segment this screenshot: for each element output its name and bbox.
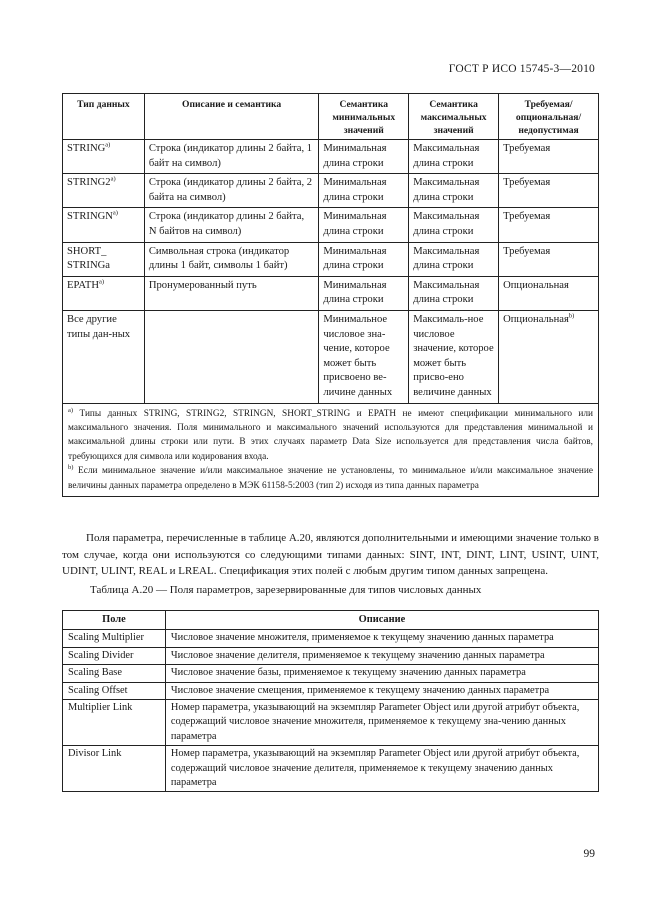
table-row <box>63 174 599 208</box>
data-type-cell: STRING2$^{a)}$ <box>63 174 145 208</box>
data-types-table <box>62 93 599 497</box>
field-description-cell: Числовое значение смещения, применяемое к текущему значению данных параметра <box>165 682 598 699</box>
note-marker: b) <box>68 464 74 472</box>
min-semantics-cell: Минимальная длина строки <box>319 242 409 276</box>
data-type-cell: Все другие типы дан-ных <box>63 310 145 403</box>
note-b <box>68 464 593 493</box>
table-header-row <box>63 611 599 630</box>
max-semantics-cell: Максимальная длина строки <box>409 140 499 174</box>
min-semantics-cell: Минимальная длина строки <box>319 140 409 174</box>
table-notes-row <box>63 403 599 496</box>
field-description-cell: Числовое значение делителя, применяемое к текущему значению данных параметра <box>165 647 598 664</box>
table-header-row <box>63 94 599 140</box>
column-header: Описание и семантика <box>144 94 318 140</box>
max-semantics-cell: Максимальная длина строки <box>409 242 499 276</box>
field-name-cell: Divisor Link <box>63 746 166 792</box>
field-description-cell: Числовое значение базы, применяемое к текущему значению данных параметра <box>165 665 598 682</box>
table-row <box>63 700 599 746</box>
document-code: ГОСТ Р ИСО 15745-3—2010 <box>448 63 595 75</box>
description-cell <box>144 310 318 403</box>
page-number: 99 <box>583 848 595 860</box>
table-row <box>63 208 599 242</box>
field-name-cell: Scaling Divider <box>63 647 166 664</box>
requirement-cell: Опциональная <box>499 276 599 310</box>
description-cell: Строка (индикатор длины 2 байта, N байтов на символ) <box>144 208 318 242</box>
field-description-cell: Номер параметра, указывающий на экземпляр Parameter Object или другой атрибут объекта, содержащий числовое значение делителя, применяемое к текущему значению данных параметра <box>165 746 598 792</box>
field-name-cell: Scaling Offset <box>63 682 166 699</box>
min-semantics-cell: Минимальное числовое зна-чение, которое может быть присвоено ве-личине данных <box>319 310 409 403</box>
table-row <box>63 665 599 682</box>
field-name-cell: Scaling Multiplier <box>63 630 166 647</box>
note-marker: a) <box>68 406 74 414</box>
footnote-ref: a) <box>112 209 118 217</box>
footnote-ref: a) <box>110 175 116 183</box>
column-header: Семантика максимальных значений <box>409 94 499 140</box>
footnote-ref: b) <box>568 312 575 320</box>
table-row <box>63 140 599 174</box>
field-name-cell: Multiplier Link <box>63 700 166 746</box>
field-description-cell: Номер параметра, указывающий на экземпляр Parameter Object или другой атрибут объекта, содержащий числовое значение множителя, применяемое к текущему зна-чению данных параметра <box>165 700 598 746</box>
description-cell: Строка (индикатор длины 2 байта, 1 байт на символ) <box>144 140 318 174</box>
table-row <box>63 630 599 647</box>
body-paragraph: Поля параметра, перечисленные в таблице A.20, являются дополнительными и имеющими значение только в том случае, когда они используются со следующими типами данных: SINT, INT, DINT, LINT, USINT, UINT, UDINT, ULINT, REAL и LREAL. Спецификация этих полей с любым другим типом данных запрещена. <box>62 532 599 577</box>
requirement-cell: Требуемая <box>499 174 599 208</box>
max-semantics-cell: Максималь-ное числовое значение, которое может быть присво-ено величине данных <box>409 310 499 403</box>
table-row <box>63 682 599 699</box>
description-cell: Символьная строка (индикатор длины 1 байт, символы 1 байт) <box>144 242 318 276</box>
table-row <box>63 310 599 403</box>
table-row <box>63 746 599 792</box>
note-text: Типы данных STRING, STRING2, STRINGN, SHORT_STRING и EPATH не имеют спецификации минимального или максимального значения. Поля минимального и максимального значений используются для представления минимальной и максимальной длины строки или пути. В этих случаях параметр Data Size используется для представления числа байтов, требующихся для символа или кодирования входа. <box>68 408 593 462</box>
requirement-cell: Требуемая <box>499 208 599 242</box>
max-semantics-cell: Максимальная длина строки <box>409 174 499 208</box>
description-cell: Строка (индикатор длины 2 байта, 2 байта на символ) <box>144 174 318 208</box>
data-type-cell: EPATH$^{a)}$ <box>63 276 145 310</box>
min-semantics-cell: Минимальная длина строки <box>319 276 409 310</box>
note-text: Если минимальное значение и/или максимальное значение не установлены, то минимальное и/или максимальное значение величины данных параметра определено в МЭК 61158-5:2003 (тип 2) исходя из типа данных параметра <box>68 466 593 491</box>
table-row <box>63 647 599 664</box>
requirement-cell: Требуемая <box>499 140 599 174</box>
column-header: Требуемая/ опциональная/ недопустимая <box>499 94 599 140</box>
column-header: Тип данных <box>63 94 145 140</box>
table-caption: Таблица A.20 — Поля параметров, зарезервированные для типов числовых данных <box>90 584 482 596</box>
min-semantics-cell: Минимальная длина строки <box>319 174 409 208</box>
numeric-fields-table <box>62 610 599 792</box>
requirement-cell: Требуемая <box>499 242 599 276</box>
table-row <box>63 242 599 276</box>
footnote-ref: a) <box>99 278 105 286</box>
requirement-cell: Опциональная$^{b)}$ <box>499 310 599 403</box>
field-description-cell: Числовое значение множителя, применяемое к текущему значению данных параметра <box>165 630 598 647</box>
footnote-ref: a) <box>105 141 111 149</box>
description-cell: Пронумерованный путь <box>144 276 318 310</box>
table-notes <box>63 403 599 496</box>
max-semantics-cell: Максимальная длина строки <box>409 276 499 310</box>
column-header: Семантика минимальных значений <box>319 94 409 140</box>
min-semantics-cell: Минимальная длина строки <box>319 208 409 242</box>
data-type-cell: SHORT_ STRINGa <box>63 242 145 276</box>
data-type-cell: STRING$^{a)}$ <box>63 140 145 174</box>
max-semantics-cell: Максимальная длина строки <box>409 208 499 242</box>
table-row <box>63 276 599 310</box>
note-a <box>68 407 593 465</box>
field-name-cell: Scaling Base <box>63 665 166 682</box>
data-type-cell: STRINGN$^{a)}$ <box>63 208 145 242</box>
column-header: Поле <box>63 611 166 630</box>
column-header: Описание <box>165 611 598 630</box>
